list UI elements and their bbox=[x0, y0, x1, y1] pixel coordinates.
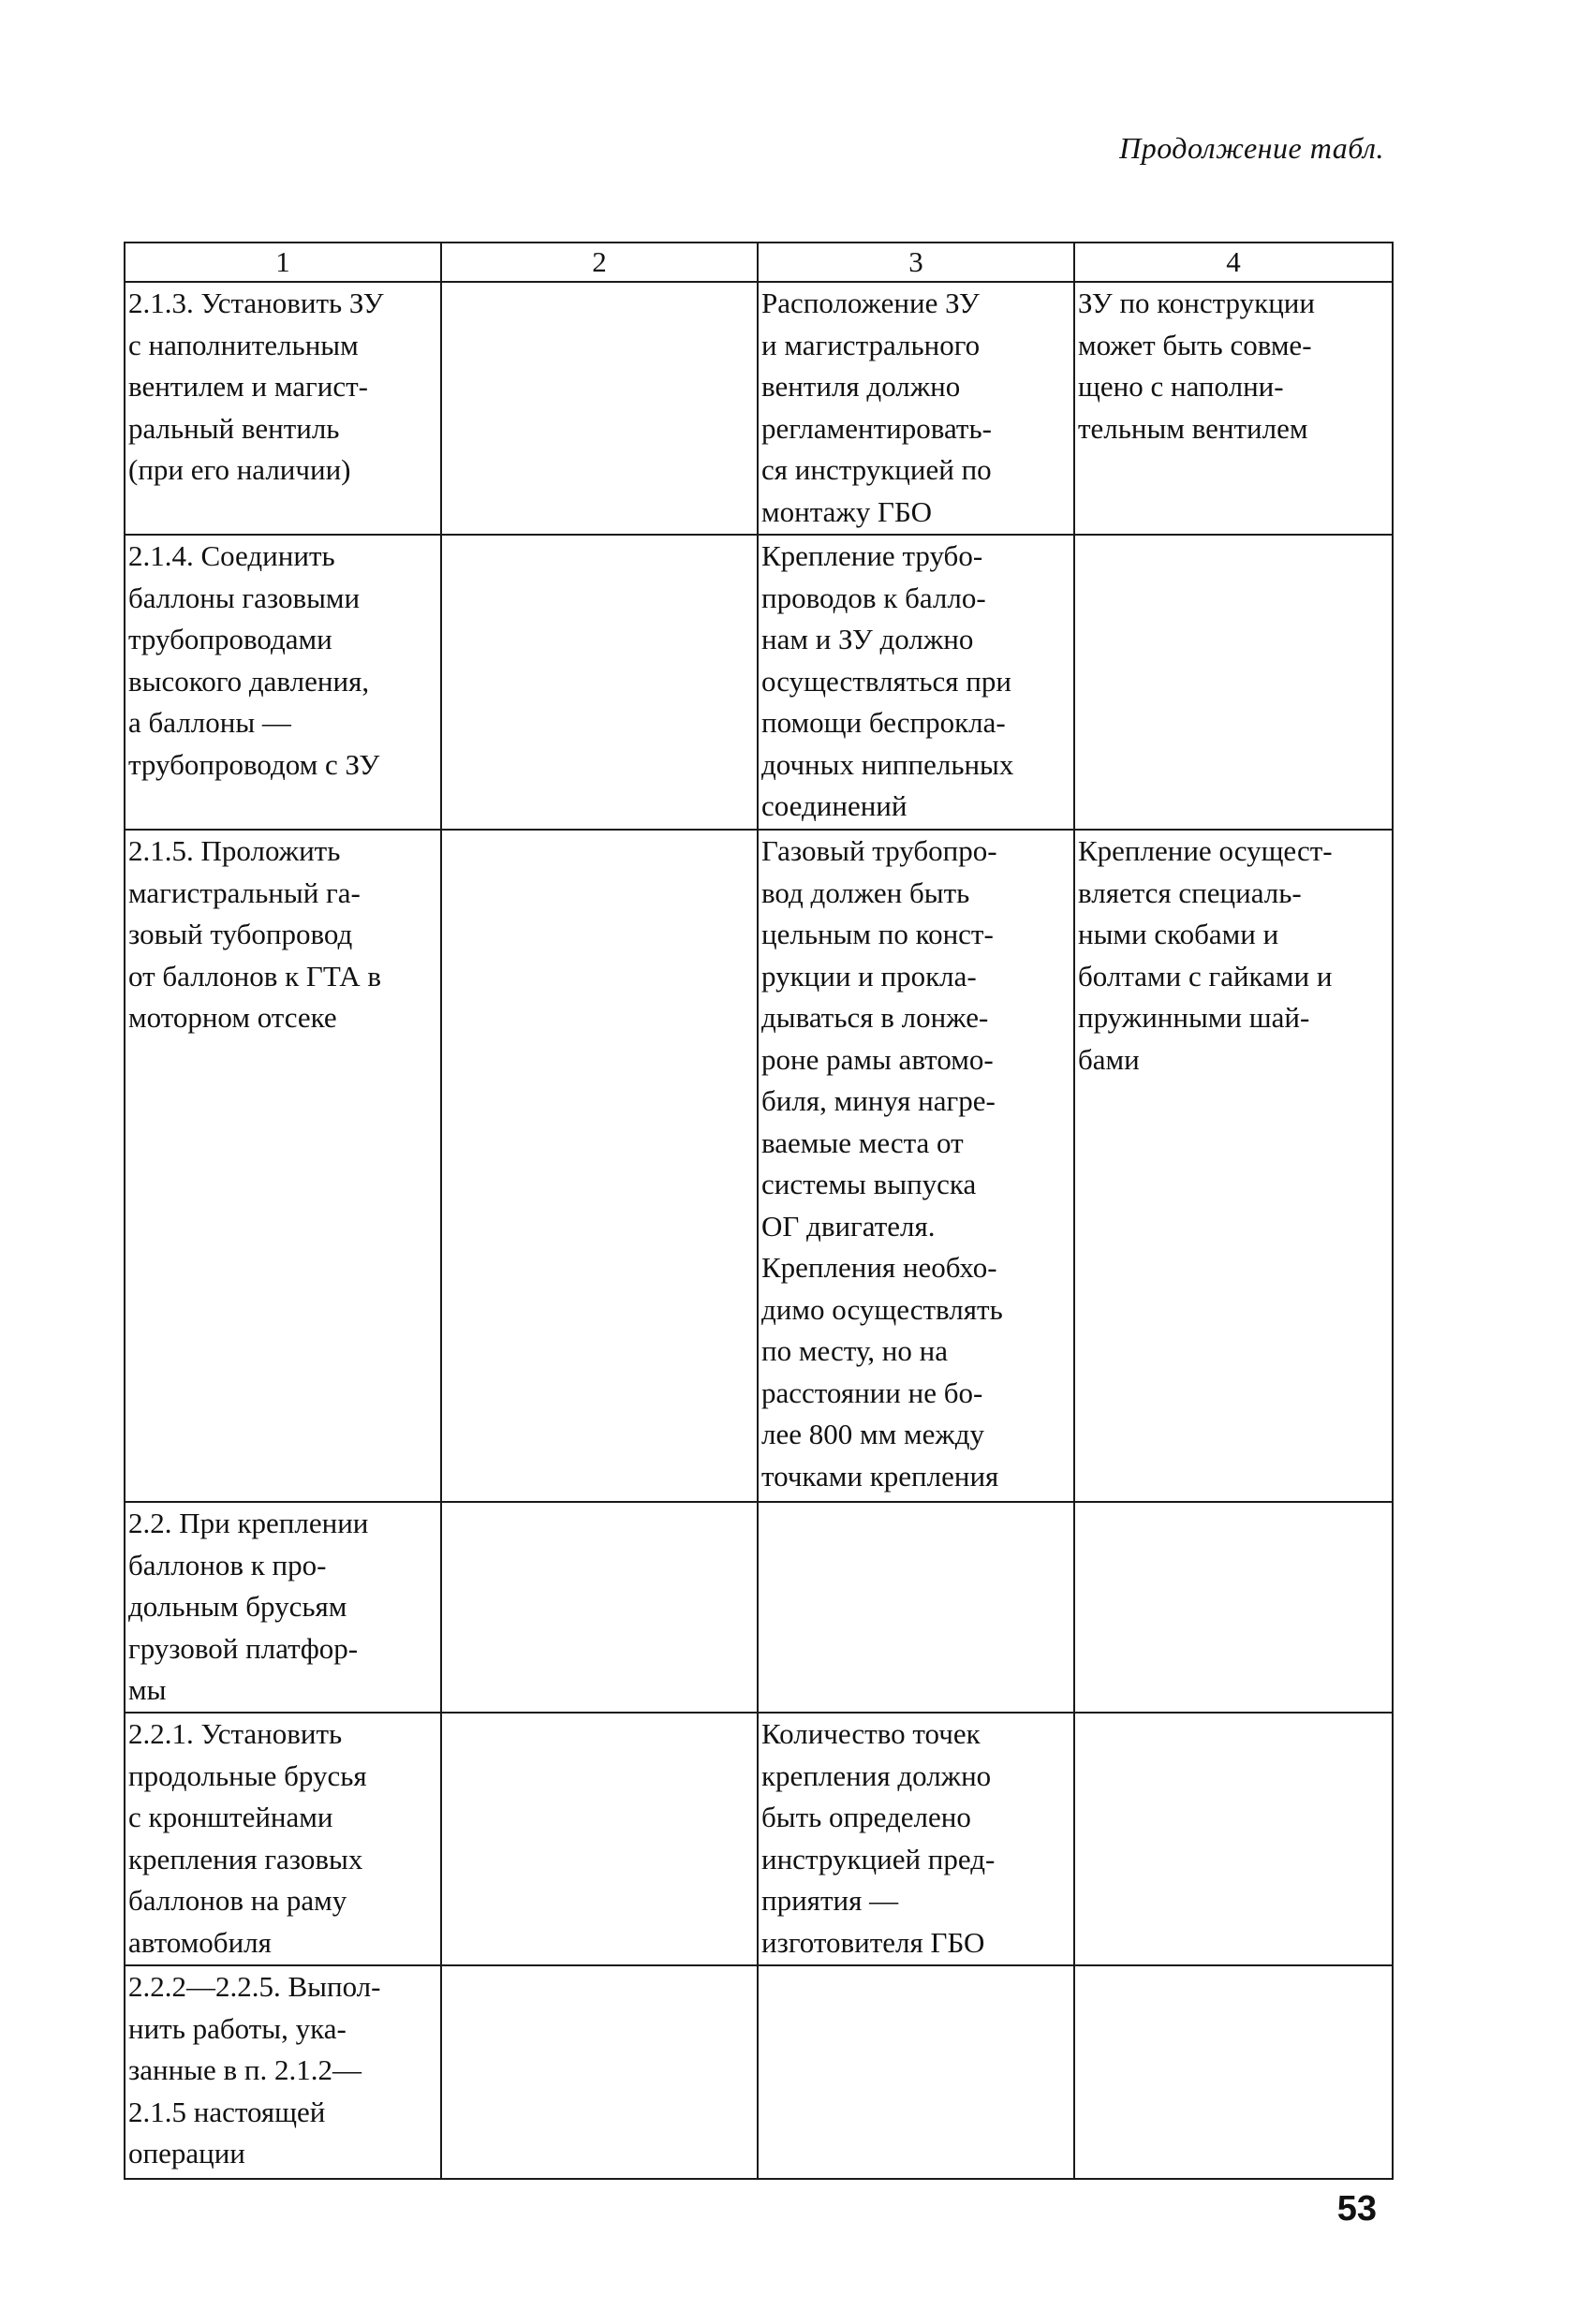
column-2-cell bbox=[441, 282, 758, 535]
table-row bbox=[125, 535, 1393, 830]
operation-cell: 2.1.4. Соединить баллоны газовыми трубопроводами высокого давления, а баллоны — трубопроводом с ЗУ bbox=[125, 535, 441, 830]
column-header-4: 4 bbox=[1074, 243, 1393, 282]
table-row bbox=[125, 282, 1393, 535]
column-header-3: 3 bbox=[758, 243, 1074, 282]
requirements-cell bbox=[758, 1965, 1074, 2179]
table-continuation-caption: Продолжение табл. bbox=[1119, 131, 1384, 165]
operation-cell: 2.2.1. Установить продольные брусья с кронштейнами крепления газовых баллонов на раму автомобиля bbox=[125, 1713, 441, 1965]
work-instructions-table bbox=[124, 242, 1394, 2180]
requirements-cell bbox=[758, 1502, 1074, 1713]
column-2-cell bbox=[441, 1502, 758, 1713]
table-row bbox=[125, 830, 1393, 1502]
notes-cell bbox=[1074, 1502, 1393, 1713]
column-2-cell bbox=[441, 535, 758, 830]
column-2-cell bbox=[441, 1713, 758, 1965]
page-number: 53 bbox=[1336, 2189, 1377, 2228]
table-row bbox=[125, 1713, 1393, 1965]
column-2-cell bbox=[441, 830, 758, 1502]
requirements-cell: Газовый трубопро- вод должен быть цельным по конст- рукции и прокла- дываться в лонже- роне рамы автомо- биля, минуя нагре- ваемые места от системы выпуска ОГ двигателя. Крепления необхо- димо осуществлять по месту, но на расстоянии не бо- лее 800 мм между точками крепления bbox=[758, 830, 1074, 1502]
table-header-row bbox=[125, 243, 1393, 282]
operation-cell: 2.1.3. Установить ЗУ с наполнительным вентилем и магист- ральный вентиль (при его наличии) bbox=[125, 282, 441, 535]
column-header-2: 2 bbox=[441, 243, 758, 282]
notes-cell bbox=[1074, 535, 1393, 830]
table-row bbox=[125, 1965, 1393, 2179]
requirements-cell: Крепление трубо- проводов к балло- нам и ЗУ должно осуществляться при помощи беспрокла- дочных ниппельных соединений bbox=[758, 535, 1074, 830]
column-header-1: 1 bbox=[125, 243, 441, 282]
notes-cell: ЗУ по конструкции может быть совме- щено с наполни- тельным вентилем bbox=[1074, 282, 1393, 535]
requirements-cell: Расположение ЗУ и магистрального вентиля должно регламентировать- ся инструкцией по монтажу ГБО bbox=[758, 282, 1074, 535]
column-2-cell bbox=[441, 1965, 758, 2179]
operation-cell: 2.2. При креплении баллонов к про- дольным брусьям грузовой платфор- мы bbox=[125, 1502, 441, 1713]
operation-cell: 2.1.5. Проложить магистральный га- зовый тубопровод от баллонов к ГТА в моторном отсеке bbox=[125, 830, 441, 1502]
table-row bbox=[125, 1502, 1393, 1713]
notes-cell bbox=[1074, 1965, 1393, 2179]
requirements-cell: Количество точек крепления должно быть определено инструкцией пред- приятия — изготовителя ГБО bbox=[758, 1713, 1074, 1965]
operation-cell: 2.2.2—2.2.5. Выпол- нить работы, ука- занные в п. 2.1.2— 2.1.5 настоящей операции bbox=[125, 1965, 441, 2179]
notes-cell: Крепление осущест- вляется специаль- ными скобами и болтами с гайками и пружинными шай- бами bbox=[1074, 830, 1393, 1502]
notes-cell bbox=[1074, 1713, 1393, 1965]
